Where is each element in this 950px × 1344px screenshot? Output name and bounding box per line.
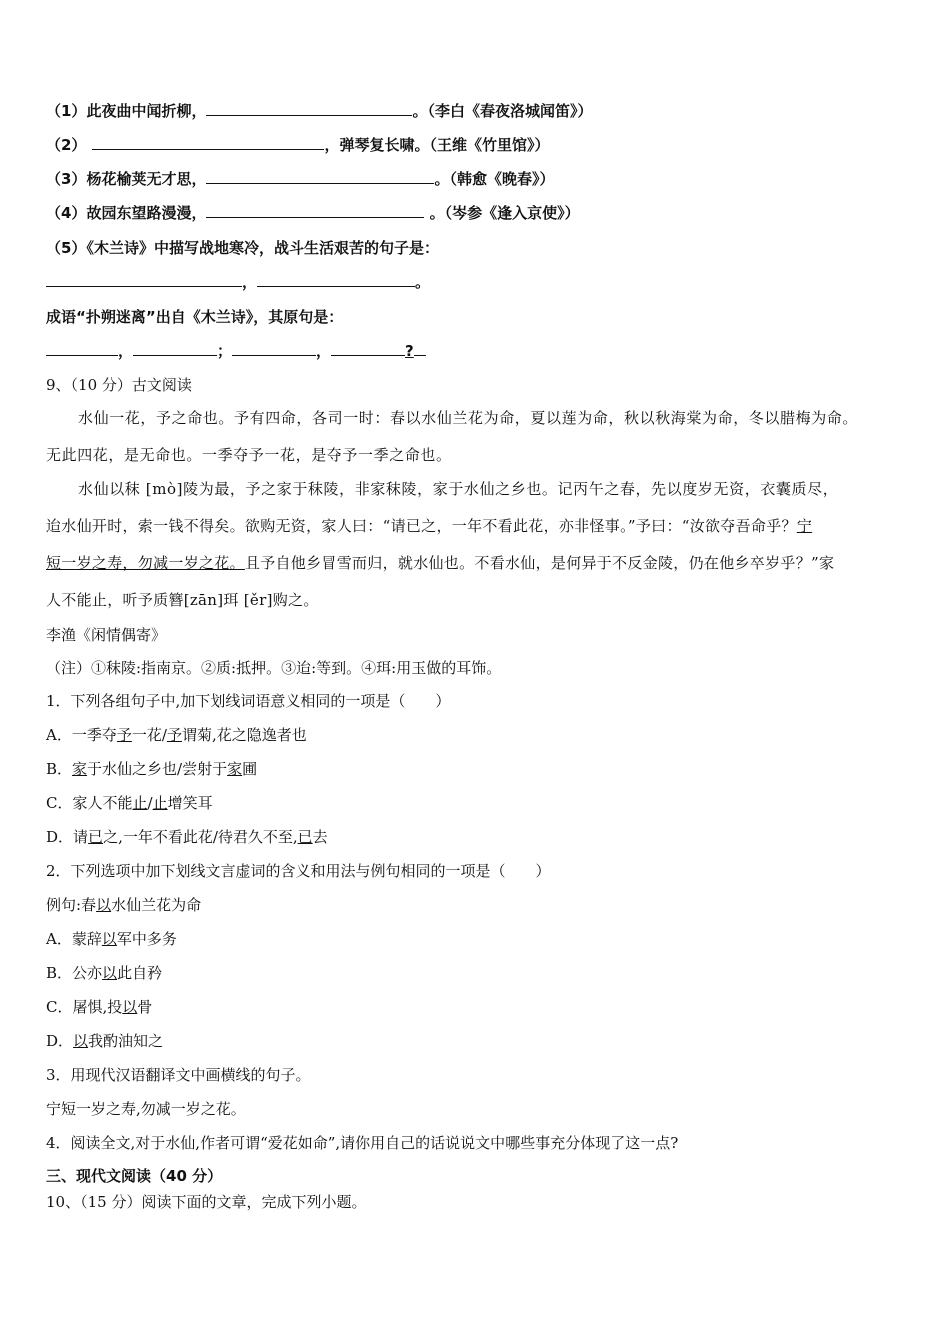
option-c[interactable]: C．屠惧,投以骨: [46, 998, 153, 1016]
fill-item-2: [46, 135, 549, 155]
passage-p2-line4: 人不能止，听予质簪[zān]珥 [ěr]购之。: [46, 591, 319, 609]
item-number: （3）: [46, 170, 87, 188]
question-9-header: 9、（10 分）古文阅读: [46, 376, 192, 394]
idiom-prompt: 成语“扑朔迷离”出自《木兰诗》，其原句是：: [46, 308, 344, 326]
verse-source: 。（韩愈《晚春》）: [434, 170, 555, 188]
option-c[interactable]: C．家人不能止/止增笑耳: [46, 794, 213, 812]
separator: ，: [316, 342, 332, 360]
idiom-answer: [46, 341, 426, 361]
item-number: （4）: [46, 204, 87, 222]
option-a[interactable]: A．一季夺予一花/予谓菊,花之隐逸者也: [46, 726, 307, 744]
option-a[interactable]: A．蒙辞以军中多务: [46, 930, 177, 948]
sub-question-3-stem: 3．用现代汉语翻译文中画横线的句子。: [46, 1066, 311, 1084]
fill-item-4: [46, 203, 580, 223]
passage-p2-line3: 短一岁之寿，勿减一岁之花。且予自他乡冒雪而归，就水仙也。不看水仙，是何异于不反金陵，仍在他乡卒岁乎？”家: [46, 554, 835, 572]
answer-blank[interactable]: [232, 341, 316, 356]
verse-source: 。（岑参《逢入京使》）: [424, 204, 580, 222]
sub-question-4-stem: 4．阅读全文,对于水仙,作者可谓“爱花如命”,请你用自己的话说说文中哪些事充分体现了这一点?: [46, 1134, 679, 1152]
separator: ；: [217, 342, 233, 360]
passage-source: 李渔《闲情偶寄》: [46, 626, 167, 644]
item-number: （2）: [46, 136, 87, 154]
separator: ，: [118, 342, 134, 360]
fill-item-1: [46, 101, 592, 121]
answer-blank[interactable]: [46, 272, 242, 287]
option-b[interactable]: B．家于水仙之乡也/尝射于家圃: [46, 760, 258, 778]
answer-blank[interactable]: [331, 341, 405, 356]
question-10-header: 10、（15 分）阅读下面的文章，完成下列小题。: [46, 1193, 367, 1211]
item-prompt: 《木兰诗》中描写战地寒冷，战斗生活艰苦的句子是：: [86, 239, 439, 257]
option-b[interactable]: B．公亦以此自矜: [46, 964, 163, 982]
verse-line: 此夜曲中闻折柳，: [86, 102, 207, 120]
separator: 。: [415, 273, 431, 291]
option-d[interactable]: D．以我酌油知之: [46, 1032, 164, 1050]
passage-p2-line2: 迨水仙开时，索一钱不得矣。欲购无资，家人曰：“请已之，一年不看此花，亦非怪事。”予曰：“汝欲夺吾命乎？宁: [46, 517, 813, 535]
example-sentence: 例句:春以水仙兰花为命: [46, 896, 202, 914]
sentence-to-translate: 宁短一岁之寿,勿减一岁之花。: [46, 1100, 246, 1118]
passage-p2-line1: 水仙以秣 [mò]陵为最，予之家于秣陵，非家秣陵，家于水仙之乡也。记丙午之春，先以度岁无资，衣囊质尽，: [78, 480, 839, 498]
verse-line: 杨花榆荚无才思，: [86, 170, 207, 188]
answer-blank[interactable]: [46, 341, 118, 356]
answer-blank[interactable]: [206, 101, 412, 116]
verse-source: 。（李白《春夜洛城闻笛》）: [412, 102, 593, 120]
answer-blank[interactable]: [206, 203, 424, 218]
separator: ，: [242, 273, 258, 291]
question-mark: ?: [405, 342, 414, 360]
passage-notes: （注）①秣陵:指南京。②质:抵押。③迨:等到。④珥:用玉做的耳饰。: [46, 659, 502, 677]
sub-question-2-stem: 2．下列选项中加下划线文言虚词的含义和用法与例句相同的一项是（ ）: [46, 862, 551, 880]
answer-blank[interactable]: [133, 341, 217, 356]
underlined-sentence: 宁: [796, 517, 813, 535]
underlined-sentence: 短一岁之寿，勿减一岁之花。: [46, 554, 245, 572]
sub-question-1-stem: 1．下列各组句子中,加下划线词语意义相同的一项是（ ）: [46, 692, 451, 710]
item-number: （5）: [46, 239, 87, 257]
section-title: 三、现代文阅读（40 分）: [46, 1167, 223, 1185]
answer-blank[interactable]: [92, 135, 324, 150]
verse-line: 故园东望路漫漫，: [86, 204, 207, 222]
answer-blank-tail: [414, 341, 426, 356]
fill-item-3: [46, 169, 554, 189]
fill-item-5-answer: [46, 272, 430, 292]
passage-p1-line1: 水仙一花，予之命也。予有四命，各司一时：春以水仙兰花为命，夏以莲为命，秋以秋海棠为命，冬以腊梅为命。: [78, 409, 859, 427]
item-number: （1）: [46, 102, 87, 120]
passage-p1-line2: 无此四花，是无命也。一季夺予一花，是夺予一季之命也。: [46, 446, 452, 464]
option-d[interactable]: D．请已之,一年不看此花/待君久不至,已去: [46, 828, 328, 846]
answer-blank[interactable]: [257, 272, 415, 287]
verse-source: ，弹琴复长啸。（王维《竹里馆》）: [324, 136, 550, 154]
answer-blank[interactable]: [206, 169, 434, 184]
fill-item-5: [46, 238, 439, 258]
